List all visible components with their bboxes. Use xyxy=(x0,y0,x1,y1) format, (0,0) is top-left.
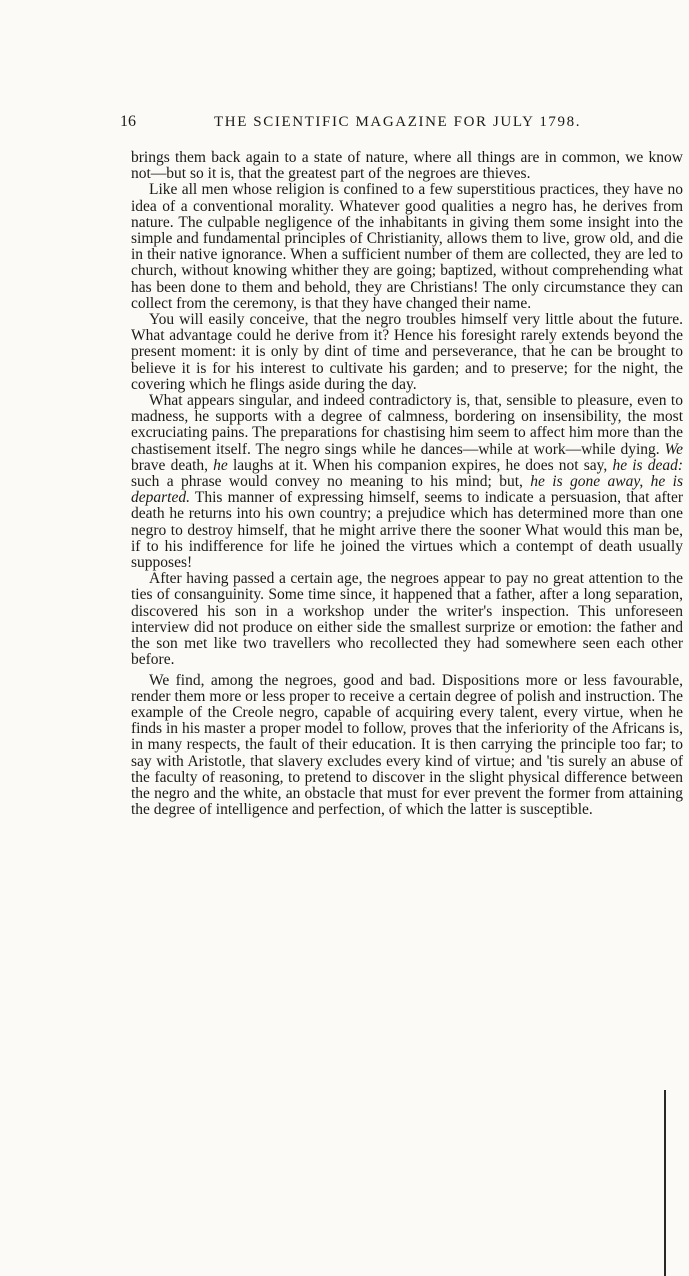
text-segment: laughs at it. When his companion expires, he does not say, xyxy=(227,456,613,474)
text-segment: Like all men whose religion is confined to a few superstitious practices, they have no idea of a conventional morality. Whatever good qualities a negro has, he derives from nature. The culpable negligence of the inhabitants in giving them some insight into the simple and fundamental principles of Christianity, allows them to live, grow old, and die in their native ignorance. When a sufficient number of them are collected, they are led to church, without knowing whither they are going; baptized, without comprehending what has been done to them and behold, they are Christians! The only circumstance they can collect from the ceremony, is that they have changed their name. xyxy=(131,181,683,312)
text-segment: brings them back again to a state of nature, where all things are in common, we know not—but so it is, that the greatest part of the negroes are thieves. xyxy=(131,149,683,183)
page-number: 16 xyxy=(120,113,136,130)
text-segment: such a phrase would convey no meaning to his mind; but, xyxy=(131,473,531,491)
paragraph-1 xyxy=(131,150,683,182)
paragraph-4 xyxy=(131,393,683,571)
running-head-title: THE SCIENTIFIC MAGAZINE FOR JULY 1798. xyxy=(214,114,582,130)
paragraph-5 xyxy=(131,571,683,668)
text-segment: After having passed a certain age, the negroes appear to pay no great attention to the ties of consanguinity. Some time since, it happened that a father, after a long separation, discovered his son in a workshop under the writer's inspection. This unforeseen interview did not produce on either side the smallest surprize or emotion: the father and the son met like two travellers who recollected they had somewhere seen each other before. xyxy=(131,570,683,669)
page-edge-rule xyxy=(664,1090,666,1276)
paragraph-2 xyxy=(131,182,683,312)
text-segment: What appears singular, and indeed contradictory is, that, sensible to pleasure, even to madness, he supports with a degree of calmness, bordering on insensibility, the most excruciating pains. The preparations for chastising him seem to affect him more than the chastisement itself. The negro sings while he dances—while at work—while dying. xyxy=(131,392,683,458)
running-head xyxy=(120,113,676,135)
article-body xyxy=(131,150,683,818)
paragraph-6 xyxy=(131,673,683,819)
italic-text-segment: he xyxy=(213,456,228,474)
text-segment: We find, among the negroes, good and bad. Dispositions more or less favourable, render them more or less proper to receive a certain degree of polish and instruction. The example of the Creole negro, capable of acquiring every talent, every virtue, when he finds in his master a proper model to follow, proves that the inferiority of the Africans is, in many respects, the fault of their education. It is then carrying the principle too far; to say with Aristotle, that slavery excludes every kind of virtue; and 'tis surely an abuse of the faculty of reasoning, to pretend to discover in the slight physical difference between the negro and the white, an obstacle that must for ever prevent the former from attaining the degree of intelligence and perfection, of which the latter is susceptible. xyxy=(131,671,683,819)
italic-text-segment: he is dead: xyxy=(612,456,683,474)
text-segment: You will easily conceive, that the negro troubles himself very little about the future. What advantage could he derive from it? Hence his foresight rarely extends beyond the present moment: it is only by dint of time and perseverance, that he can be brought to believe it is for his interest to cultivate his garden; and to preserve; for the night, the covering which he flings aside during the day. xyxy=(131,311,683,393)
text-segment: This manner of expressing himself, seems to indicate a persuasion, that after death he returns into his own country; a prejudice which has determined more than one negro to destroy himself, that he might arrive there the sooner What would this man be, if to his indifference for life he joined the virtues which a contempt of death usually supposes! xyxy=(131,489,683,572)
text-segment: brave death, xyxy=(131,456,214,474)
paragraph-3 xyxy=(131,312,683,393)
italic-text-segment: We xyxy=(664,440,683,458)
italic-text-segment: he is gone away, he is departed. xyxy=(131,473,683,507)
